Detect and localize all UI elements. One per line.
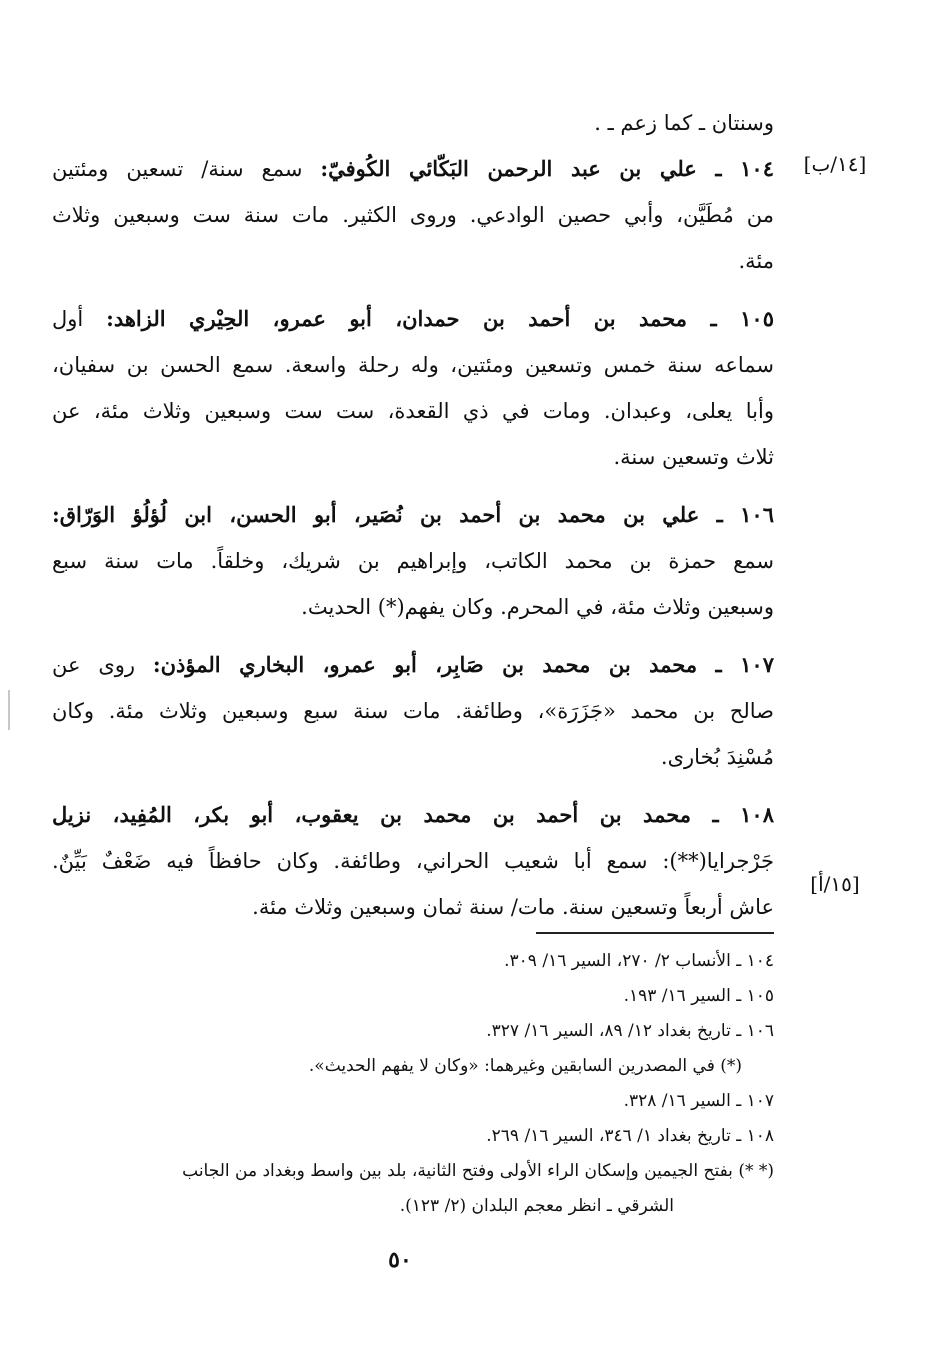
entry-107-text-1: روى عن [52,653,153,677]
footnote-double-star [52,1154,774,1224]
page-number: ٥٠ [388,1247,412,1273]
footnote-star: (*) في المصدرين السابقين وغيرهما: «وكان لا يفهم الحديث». [308,1056,742,1076]
footnote-108: ١٠٨ ـ تاريخ بغداد ١/ ٣٤٦، السير ١٦/ ٢٦٩. [486,1126,774,1146]
margin-note-folio-14b: [١٤/ب] [803,152,867,176]
entry-108 [52,792,774,930]
entry-106-line-3: وسبعين وثلاث مئة، في المحرم. وكان يفهم(*) الحديث. [301,595,774,619]
entry-107-line-3: مُسْنِدَ بُخارى. [660,745,774,769]
scan-edge-mark [8,690,10,730]
entry-107-line-1 [52,642,774,688]
entry-108-line-1 [52,792,774,838]
margin-note-folio-15a: [١٥/أ] [810,872,860,896]
entry-105-line-3: وأبا يعلى، وعبدان. ومات في ذي القعدة، ست ست وسبعين وثلاث مئة، عن [52,399,774,423]
entry-105 [52,296,774,480]
footnote-double-star-line-1: (* *) بفتح الجيمين وإسكان الراء الأولى وفتح الثانية، بلد بين واسط وبغداد من الجانب [182,1161,774,1181]
entry-106-title: ١٠٦ ـ علي بن محمد بن أحمد بن نُصَير، أبو الحسن، ابن لُؤلُؤ الوَرّاق: [52,502,774,527]
entry-104 [52,146,774,284]
entry-108-line-2: جَرْجرايا(**): سمع أبا شعيب الحراني، وطائفة. وكان حافظاً فيه ضَعْفٌ بَيِّنٌ. [52,849,774,873]
footnote-separator [536,932,774,934]
intro-line: وسنتان ـ كما زعم ـ . [594,111,774,135]
entry-108-line-3: عاش أربعاً وتسعين سنة. مات/ سنة ثمان وسبعين وثلاث مئة. [252,895,774,919]
entry-106-line-2: سمع حمزة بن محمد الكاتب، وإبراهيم بن شريك، وخلقاً. مات سنة سبع [52,549,774,573]
entry-105-line-4: ثلاث وتسعين سنة. [613,445,774,469]
entry-106-line-1 [52,492,774,538]
entry-104-title: ١٠٤ ـ علي بن عبد الرحمن البَكّائي الكُوفيّ: [320,156,774,181]
entry-107 [52,642,774,780]
entry-106 [52,492,774,630]
entry-105-title: ١٠٥ ـ محمد بن أحمد بن حمدان، أبو عمرو، الحِيْري الزاهد: [106,306,774,331]
entry-104-text-1: سمع سنة/ تسعين ومئتين [52,157,321,181]
footnote-106: ١٠٦ ـ تاريخ بغداد ١٢/ ٨٩، السير ١٦/ ٣٢٧. [486,1021,774,1041]
entry-107-title: ١٠٧ ـ محمد بن محمد بن صَابِر، أبو عمرو، البخاري المؤذن: [152,652,774,677]
entry-104-line-2: من مُطَيَّن، وأبي حصين الوادعي. وروى الكثير. مات سنة ست وسبعين وثلاث [52,203,774,227]
entry-104-line-3: مئة. [738,249,774,273]
entry-108-title: ١٠٨ ـ محمد بن أحمد بن محمد بن يعقوب، أبو بكر، المُفِيد، نزيل [52,802,774,827]
footnote-104: ١٠٤ ـ الأنساب ٢/ ٢٧٠، السير ١٦/ ٣٠٩. [504,951,774,971]
entry-107-line-2: صالح بن محمد «جَزَرَة»، وطائفة. مات سنة سبع وسبعين وثلاث مئة. وكان [52,699,774,723]
entry-105-line-2: سماعه سنة خمس وتسعين ومئتين، وله رحلة واسعة. سمع الحسن بن سفيان، [52,353,774,377]
entry-105-text-1: أول [52,307,107,331]
entry-104-line-1 [52,146,774,192]
entry-105-line-1 [52,296,774,342]
footnote-107: ١٠٧ ـ السير ١٦/ ٣٢٨. [623,1091,774,1111]
footnotes [52,944,774,1224]
footnote-double-star-line-2: الشرقي ـ انظر معجم البلدان (٢/ ١٢٣). [399,1196,674,1216]
main-text [52,100,774,942]
footnote-105: ١٠٥ ـ السير ١٦/ ١٩٣. [623,986,774,1006]
